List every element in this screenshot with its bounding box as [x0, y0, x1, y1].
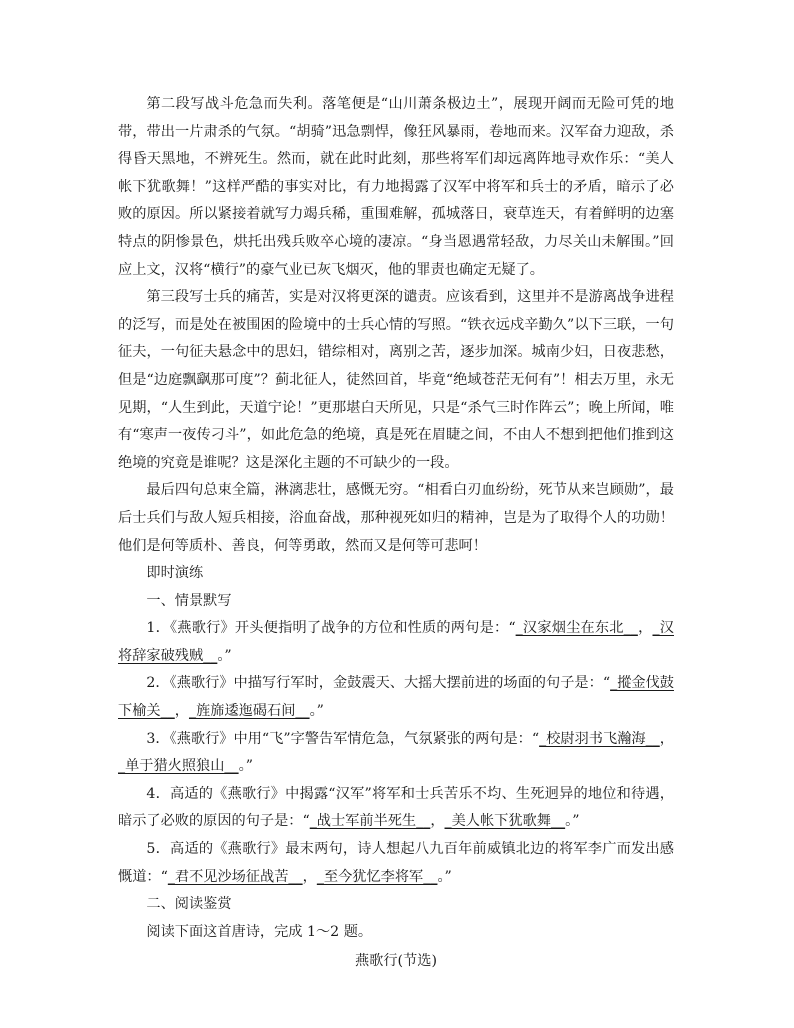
section-heading-reading: 二、阅读鉴赏: [146, 896, 232, 913]
answer-blank: _摐金伐鼓下榆关__: [118, 675, 674, 720]
separator: ，: [430, 813, 445, 830]
question-2: [118, 670, 674, 725]
question-text: 4．高适的《燕歌行》中揭露“汉军”将军和士兵苦乐不均、生死迥异的地位和待遇，暗示了必败的原因的句子是：“: [118, 785, 674, 830]
question-text: 5．高适的《燕歌行》最末两句，诗人想起八九百年前威镇北边的将军李广而发出感慨道：“: [118, 841, 674, 885]
analysis-paragraph-3: 第三段写士兵的痛苦，实是对汉将更深的谴责。应该看到，这里并不是游离战争进程的泛写，而是处在被围困的险境中的士兵心情的写照。“铁衣远戍辛勤久”以下三联，一句征夫，一句征夫悬念中的思妇，错综相对，离别之苦，逐步加深。城南少妇，日夜悲愁，但是“边庭飘飖那可度”？蓟北征人，徒然回首，毕竟“绝域苍茫无何有”！相去万里，永无见期，“人生到此，天道宁论！”更那堪白天所见，只是“杀气三时作阵云”；晚上所闻，唯有“寒声一夜传刁斗”，如此危急的绝境，真是死在眉睫之间，不由人不想到把他们推到这绝境的究竟是谁呢？这是深化主题的不可缺少的一段。: [118, 289, 674, 471]
analysis-paragraph-2: 第二段写战斗危急而失利。落笔便是“山川萧条极边土”，展现开阔而无险可凭的地带，带出一片肃杀的气氛。“胡骑”迅急剽悍，像狂风暴雨，卷地而来。汉军奋力迎敌，杀得昏天黑地，不辨死生。然而，就在此时此刻，那些将军们却远离阵地寻欢作乐：“美人帐下犹歌舞！”这样严酷的事实对比，有力地揭露了汉军中将军和兵士的矛盾，暗示了必败的原因。所以紧接着就写力竭兵稀，重围难解，孤城落日，衰草连天，有着鲜明的边塞特点的阴惨景色，烘托出残兵败卒心境的凄凉。“身当恩遇常轻敌，力尽关山未解围。”回应上文，汉将“横行”的豪气业已灰飞烟灭，他的罪责也确定无疑了。: [118, 96, 674, 278]
question-end: 。”: [437, 868, 452, 885]
answer-blank: _战士军前半死生__: [309, 813, 431, 830]
analysis-paragraph-4: 最后四句总束全篇，淋漓悲壮，感慨无穷。“相看白刃血纷纷，死节从来岂顾勋”，最后士兵们与敌人短兵相接，浴血奋战，那种视死如归的精神，岂是为了取得个人的功勋！他们是何等质朴、善良，何等勇敢，然而又是何等可悲呵！: [118, 482, 674, 554]
question-text: 2．《燕歌行》中描写行军时，金鼓震天、大摇大摆前进的场面的句子是：“: [146, 675, 611, 692]
question-end: 。”: [309, 703, 324, 720]
question-end: 。”: [565, 813, 580, 830]
separator: ，: [637, 620, 653, 637]
reading-instruction: 阅读下面这首唐诗，完成 1～2 题。: [146, 923, 373, 940]
separator: ，: [659, 730, 674, 747]
separator: ，: [302, 868, 317, 885]
answer-blank: _美人帐下犹歌舞__: [444, 813, 566, 830]
question-text: 1．《燕歌行》开头便指明了战争的方位和性质的两句是：“: [146, 620, 516, 637]
answer-blank: _君不见沙场征战苦__: [167, 868, 303, 885]
answer-blank: _汉家烟尘在东北__: [515, 620, 638, 637]
answer-blank: _单于猎火照狼山__: [118, 758, 239, 775]
answer-blank: _旌旆逶迤碣石间__: [188, 703, 310, 720]
section-heading-recitation: 一、情景默写: [146, 592, 232, 609]
question-4: [118, 781, 674, 836]
question-5: [118, 836, 674, 891]
answer-blank: _至今犹忆李将军__: [316, 868, 438, 885]
separator: ，: [174, 703, 189, 720]
answer-blank: _汉将辞家破残贼__: [118, 620, 674, 664]
question-end: 。”: [217, 647, 232, 664]
answer-blank: _校尉羽书飞瀚海__: [539, 730, 660, 747]
practice-heading: 即时演练: [146, 565, 204, 582]
question-end: 。”: [238, 758, 253, 775]
poem-title: 燕歌行(节选): [354, 953, 437, 970]
question-1: [118, 615, 674, 670]
document-body: [118, 91, 674, 976]
question-text: 3．《燕歌行》中用“飞”字警告军情危急，气氛紧张的两句是：“: [146, 730, 540, 747]
question-3: [118, 726, 674, 781]
